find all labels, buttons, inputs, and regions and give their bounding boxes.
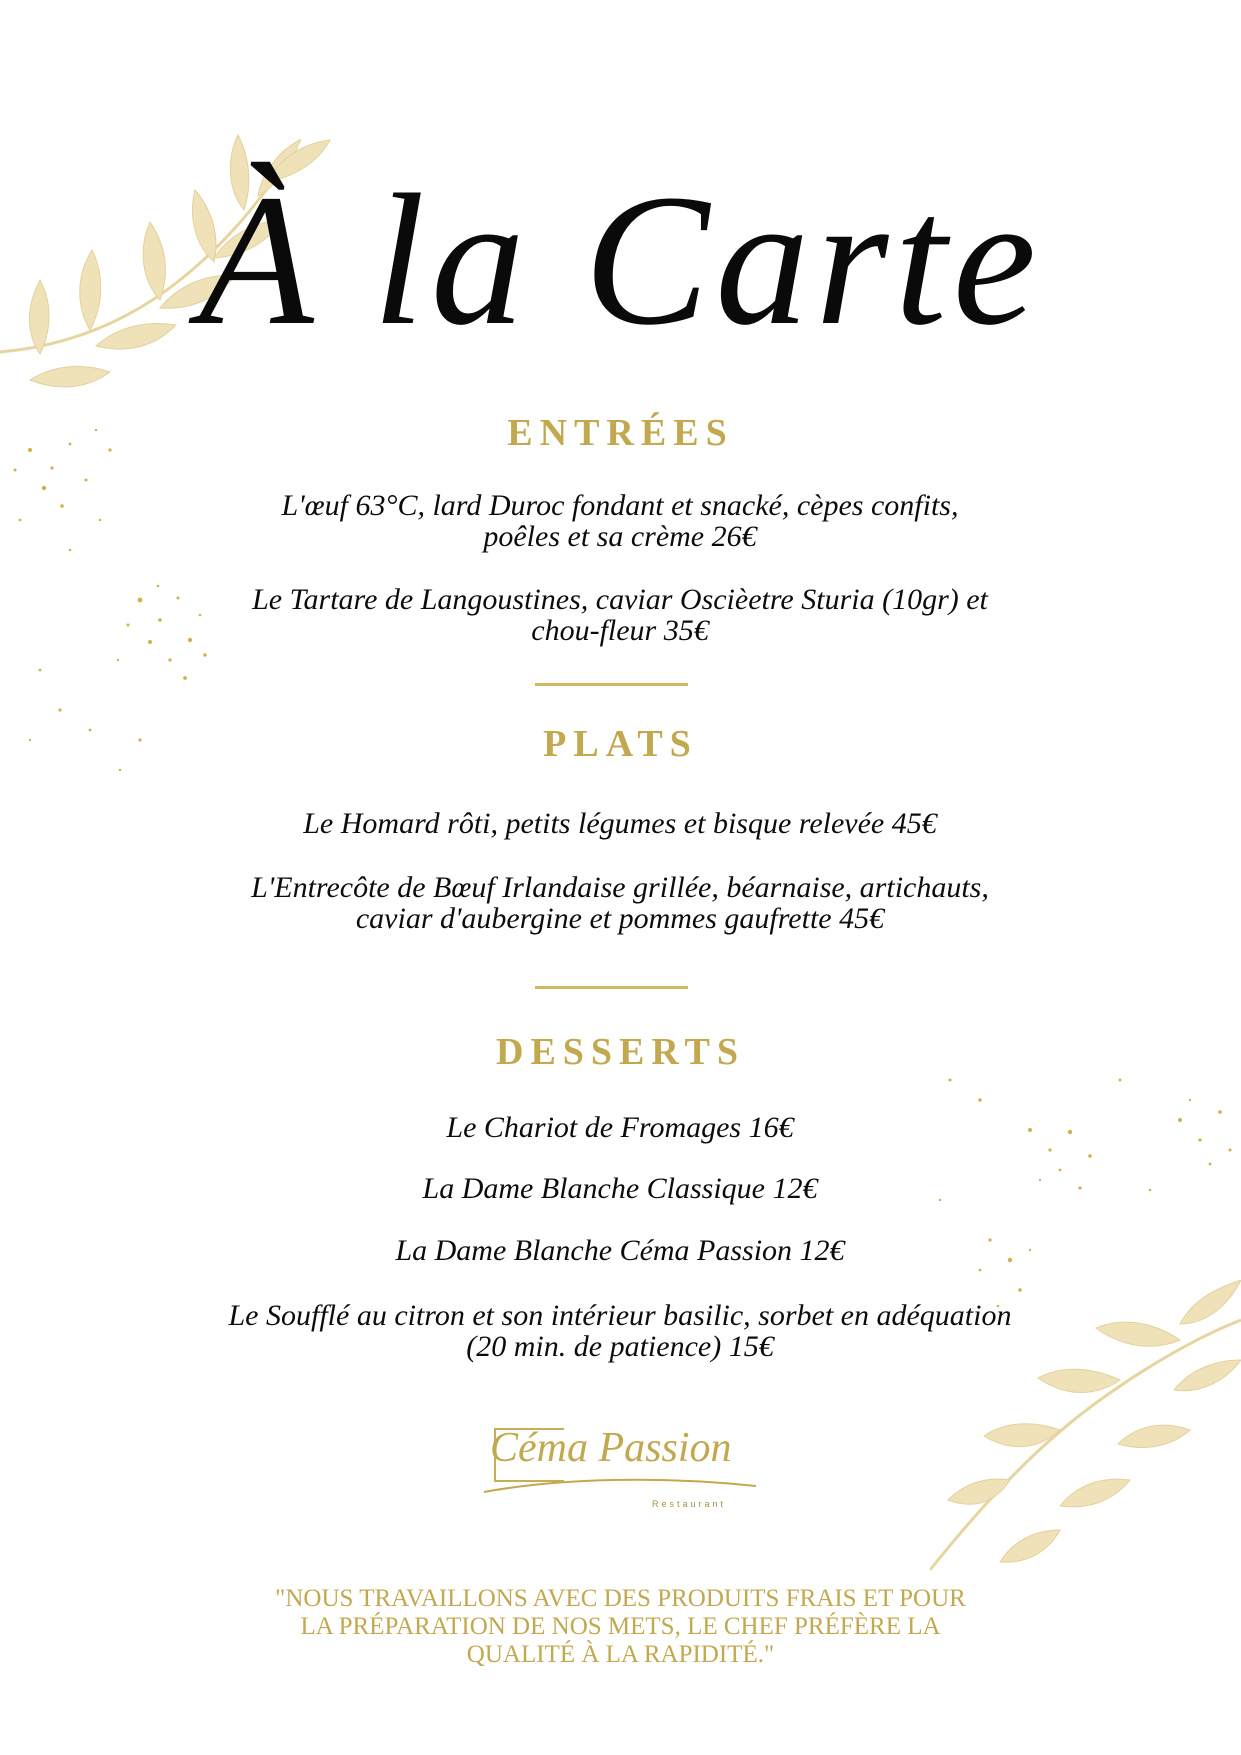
menu-item-line: Le Tartare de Langoustines, caviar Oscièetre Sturia (10gr) et [252,583,988,616]
quote-line: LA PRÉPARATION DE NOS METS, LE CHEF PRÉFÈRE LA [300,1613,941,1640]
menu-item-line: caviar d'aubergine et pommes gaufrette 45€ [355,902,885,935]
menu-item-line: Le Chariot de Fromages 16€ [446,1111,794,1144]
menu-item [120,584,1120,646]
menu-item [120,808,1120,839]
menu-item-line: La Dame Blanche Classique 12€ [422,1172,818,1205]
menu-item-line: L'Entrecôte de Bœuf Irlandaise grillée, béarnaise, artichauts, [251,871,989,904]
menu-item [120,1235,1120,1266]
menu-item-line: Le Homard rôti, petits légumes et bisque relevée 45€ [303,807,937,840]
section-divider [535,683,688,686]
quote-line: "NOUS TRAVAILLONS AVEC DES PRODUITS FRAIS ET POUR [275,1585,966,1612]
menu-item [120,490,1120,552]
menu-item-line: poêles et sa crème 26€ [483,520,757,553]
menu-item [120,1173,1120,1204]
section-heading-desserts: DESSERTS [496,1031,745,1073]
menu-item [120,872,1120,934]
quote-line: QUALITÉ À LA RAPIDITÉ." [466,1641,775,1668]
menu-item [120,1112,1120,1143]
restaurant-logo [480,1418,760,1516]
chef-quote [160,1585,1081,1669]
section-heading-plats: PLATS [543,723,698,765]
menu-item-line: L'œuf 63°C, lard Duroc fondant et snacké, cèpes confits, [281,489,959,522]
menu-item [120,1300,1120,1362]
section-divider [535,986,688,989]
logo-subtitle: Restaurant [652,1499,727,1509]
section-heading-entrees: ENTRÉES [507,412,734,454]
menu-item-line: chou-fleur 35€ [531,614,709,647]
menu-title: À la Carte [198,155,1043,364]
menu-item-line: Le Soufflé au citron et son intérieur basilic, sorbet en adéquation [228,1299,1012,1332]
logo-name: Céma Passion [490,1425,732,1471]
menu-item-line: La Dame Blanche Céma Passion 12€ [395,1234,845,1267]
logo-swoosh-icon [480,1472,760,1502]
menu-item-line: (20 min. de patience) 15€ [466,1330,774,1363]
